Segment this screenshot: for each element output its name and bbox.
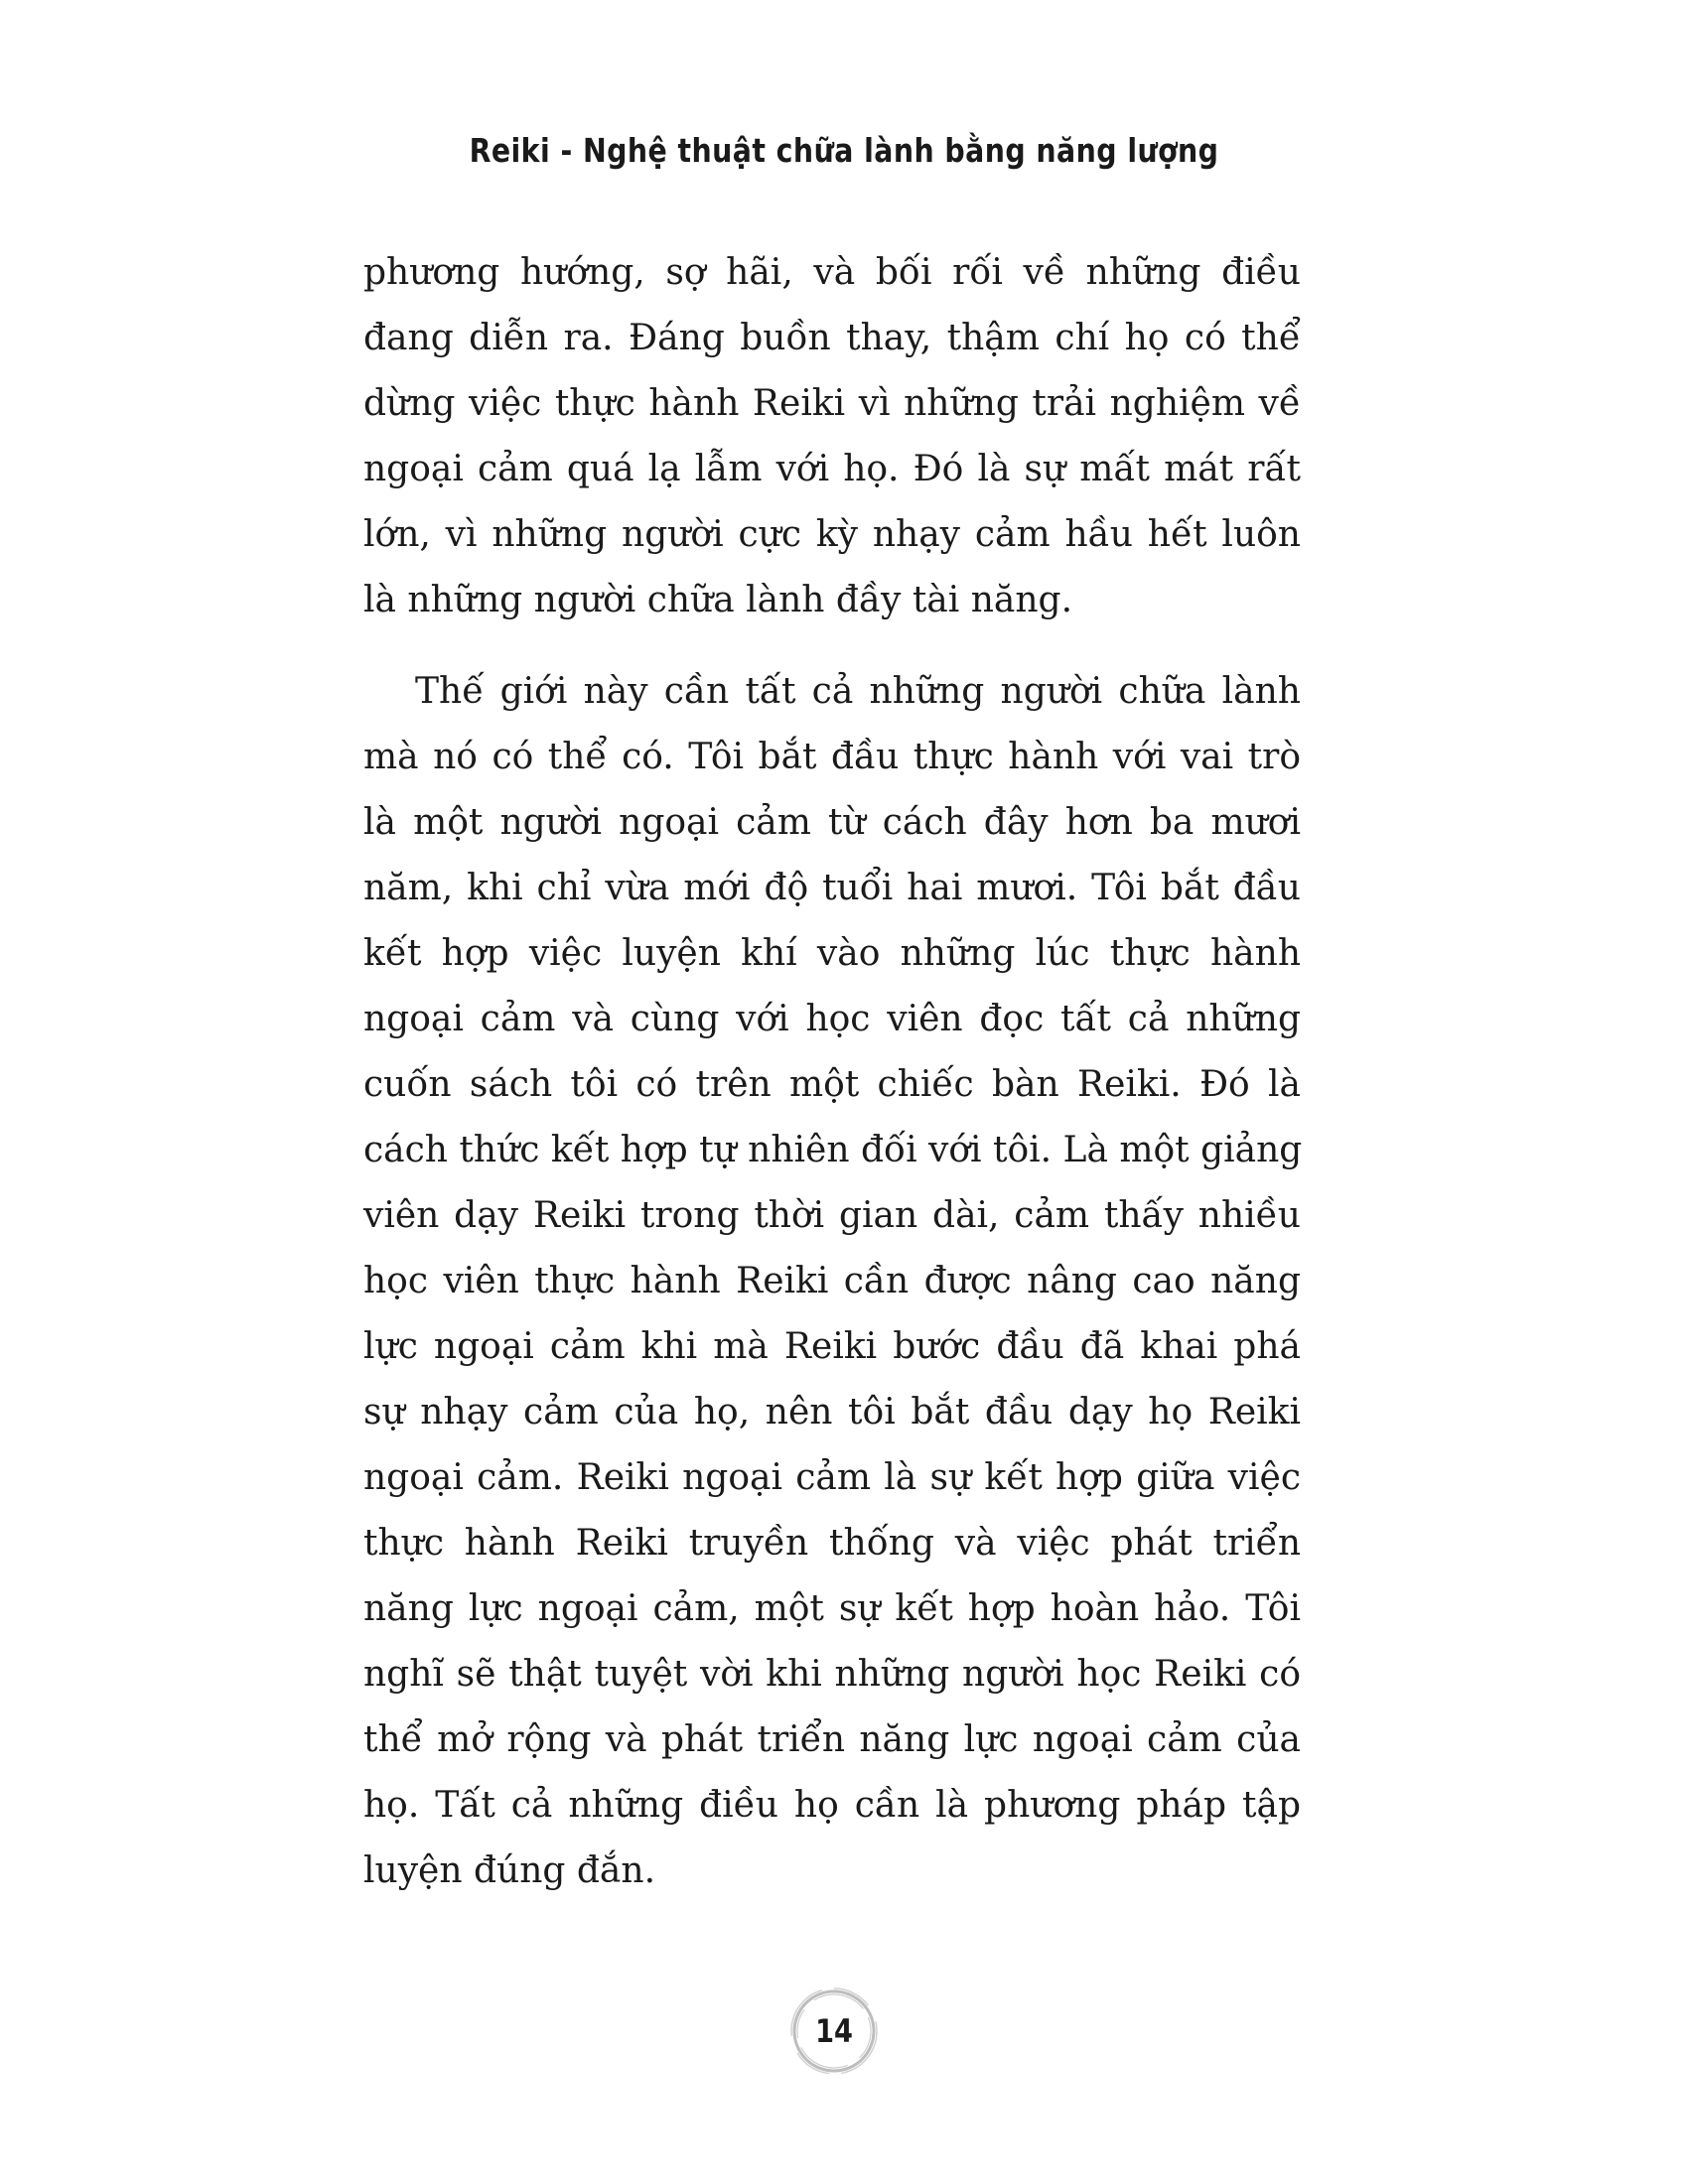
text-line: ngoại cảm quá lạ lẫm với họ. Đó là sự mất mát rất [363, 449, 1301, 489]
body-text [363, 240, 1301, 1904]
text-line: lớn, vì những người cực kỳ nhạy cảm hầu hết luôn [363, 514, 1301, 555]
text-line: năm, khi chỉ vừa mới độ tuổi hai mươi. Tôi bắt đầu [363, 868, 1301, 908]
text-line: đang diễn ra. Đáng buồn thay, thậm chí họ có thể [363, 318, 1301, 358]
text-line: kết hợp việc luyện khí vào những lúc thực hành [363, 933, 1301, 974]
text-line: lực ngoại cảm khi mà Reiki bước đầu đã khai phá [363, 1326, 1301, 1367]
running-header: Reiki - Nghệ thuật chữa lành bằng năng lượng [469, 131, 1219, 170]
text-line: ngoại cảm và cùng với học viên đọc tất cả những [363, 999, 1301, 1039]
text-line: dừng việc thực hành Reiki vì những trải nghiệm về [363, 383, 1301, 424]
text-line: nghĩ sẽ thật tuyệt vời khi những người học Reiki có [363, 1654, 1301, 1695]
text-line: ngoại cảm. Reiki ngoại cảm là sự kết hợp giữa việc [363, 1457, 1301, 1498]
page-number: 14 [815, 2012, 853, 2050]
text-line: học viên thực hành Reiki cần được nâng cao năng [363, 1261, 1301, 1301]
text-line: là một người ngoại cảm từ cách đây hơn ba mươi [363, 802, 1301, 843]
text-line: là những người chữa lành đầy tài năng. [363, 580, 1073, 620]
page-number-badge [786, 1983, 882, 2079]
paragraph-2 [363, 659, 1301, 1904]
text-line: sự nhạy cảm của họ, nên tôi bắt đầu dạy họ Reiki [363, 1392, 1301, 1433]
text-line: mà nó có thể có. Tôi bắt đầu thực hành với vai trò [363, 737, 1301, 777]
text-line: thể mở rộng và phát triển năng lực ngoại cảm của [363, 1719, 1301, 1760]
text-line: thực hành Reiki truyền thống và việc phát triển [363, 1523, 1301, 1564]
text-line: cuốn sách tôi có trên một chiếc bàn Reiki. Đó là [363, 1064, 1301, 1105]
text-line: phương hướng, sợ hãi, và bối rối về những điều [363, 252, 1301, 293]
text-line: họ. Tất cả những điều họ cần là phương pháp tập [363, 1785, 1301, 1826]
text-line: cách thức kết hợp tự nhiên đối với tôi. Là một giảng [363, 1130, 1303, 1170]
paragraph-1 [363, 240, 1301, 633]
text-line: luyện đúng đắn. [363, 1850, 656, 1891]
text-line: Thế giới này cần tất cả những người chữa lành [415, 671, 1301, 712]
text-line: năng lực ngoại cảm, một sự kết hợp hoàn hảo. Tôi [363, 1588, 1301, 1629]
text-line: viên dạy Reiki trong thời gian dài, cảm thấy nhiều [363, 1195, 1301, 1236]
